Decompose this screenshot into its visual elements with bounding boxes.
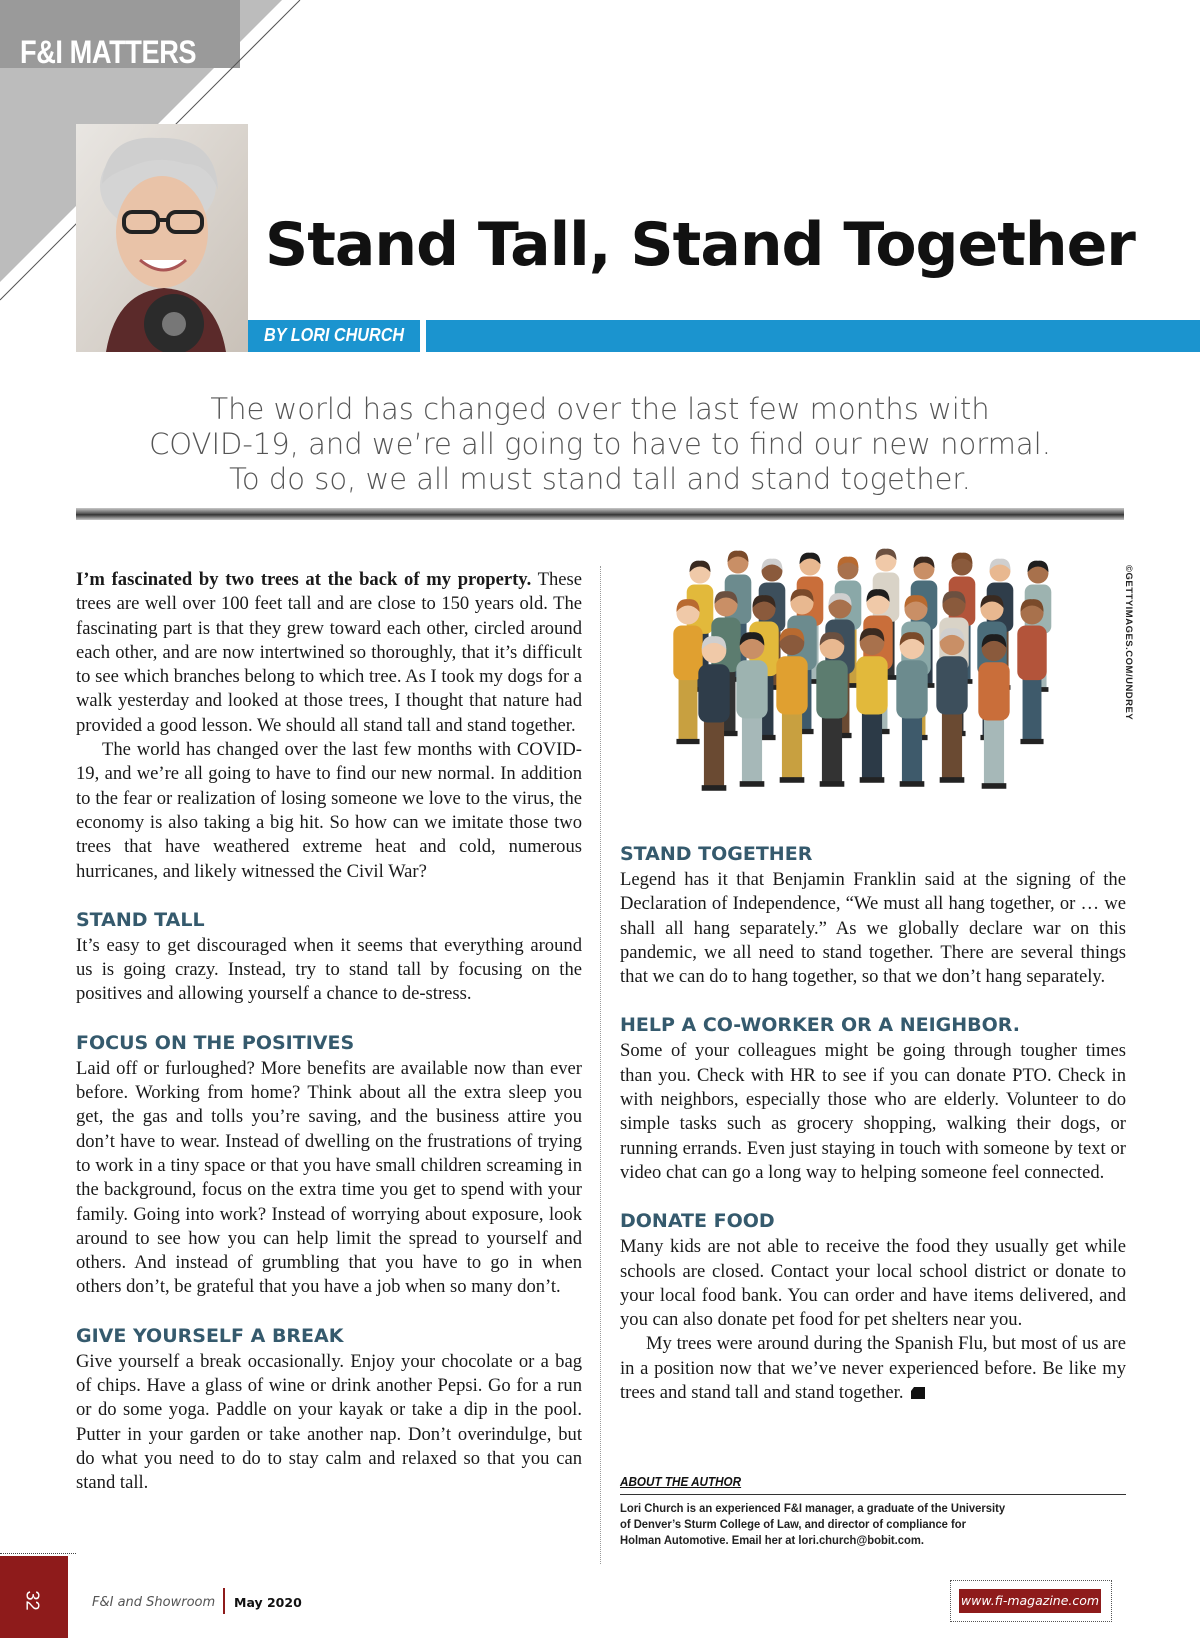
paragraph: It’s easy to get discouraged when it seems that everything around us is going crazy. Instead, try to stand tall by focusing on the positives and allowing yourself a chance to de-stress. — [76, 934, 582, 1005]
byline-bar-extension — [426, 320, 1200, 352]
footer-url[interactable]: www.fi-magazine.com — [959, 1589, 1101, 1613]
subhead-stand-tall: STAND TALL — [76, 908, 205, 931]
footer-dotted-rule — [0, 1553, 76, 1554]
subhead-stand-together: STAND TOGETHER — [620, 843, 813, 865]
paragraph: Give yourself a break occasionally. Enjoy your chocolate or a bag of chips. Have a glass of wine or drink another Pepsi. Go for a run or do some yoga. Paddle on your kayak or take a dip in the pool. Putter in your garden or take another nap. Don’t overindulge, but do what you need to do to stay calm and relaxed so that you can stand tall. — [76, 1350, 582, 1494]
paragraph: Many kids are not able to receive the food they usually get while schools are closed. Contact your local school district or donate to your local food bank. You can order and have items delivered, and you can also donate pet food for pet shelters near you. — [620, 1236, 1126, 1331]
image-credit-text: ©GETTYIMAGES.COM/UNDREY — [1123, 565, 1134, 721]
lead-in: I’m fascinated by two trees at the back of my property. — [76, 569, 532, 590]
deck-rule — [76, 508, 1124, 520]
footer-publication: F&I and Showroom — [92, 1595, 216, 1610]
about-rule — [620, 1494, 1126, 1495]
subhead-focus: FOCUS ON THE POSITIVES — [76, 1031, 355, 1054]
subhead-help: HELP A CO-WORKER OR A NEIGHBOR. — [620, 1014, 1021, 1037]
subhead-break: GIVE YOURSELF A BREAK — [76, 1324, 344, 1347]
paragraph: Laid off or furloughed? More benefits are available now than ever before. Working from home? Think about all the extra sleep you get, the gas and tolls you’re saving, and the business attire you don’t have to wear. Instead of dwelling on the frustrations of trying to work in a tiny space or that you have small children screaming in the background, focus on the extra time you get to spend with your family. Going into work? Instead of worrying about exposure, look around to see how you can help limit the spread to yourself and others. And instead of grumbling that you have to go in when others don’t, be grateful that you have a job when so many don’t. — [76, 1057, 582, 1298]
about-text — [620, 1500, 1043, 1548]
footer-date: May 2020 — [234, 1595, 302, 1610]
image-credit — [1120, 565, 1134, 721]
article-title: Stand Tall, Stand Together — [265, 210, 1135, 280]
lead-rest: These trees are well over 100 feet tall and are close to 150 years old. The fascinating part is that they grew toward each other, circled around each other, and are now intertwined so thoroughly, that it’s difficult to see which branches belong to which tree. As I took my dogs for a walk yesterday and looked at those trees, I thought that nature had provided a good lesson. We should all stand tall and stand together. — [76, 569, 582, 736]
paragraph: The world has changed over the last few months with COVID-19, and we’re all going to have to find our new normal. In addition to the fear or realization of losing someone we love to the virus, the economy is also taking a big hit. So how can we imitate those two trees that have weathered extreme heat and cold, numerous hurricanes, and likely witnessed the Civil War? — [76, 739, 582, 882]
closing-text: My trees were around during the Spanish Flu, but most of us are in a position now that we’ve never experienced before. Be like my trees and stand tall and stand together. — [620, 1333, 1126, 1404]
about-line: Holman Automotive. Email her at lori.church@bobit.com. — [620, 1533, 924, 1547]
about-heading: ABOUT THE AUTHOR — [620, 1474, 742, 1489]
page-number: 32 — [22, 1590, 43, 1611]
crowd-illustration — [660, 545, 1080, 841]
footer-url-box — [950, 1580, 1112, 1622]
about-line: of Denver’s Sturm College of Law, and director of compliance for — [620, 1517, 966, 1531]
paragraph: Legend has it that Benjamin Franklin said at the signing of the Declaration of Independence, “We must all hang together, or … we shall all hang separately.” As we globally declare war on this pandemic, we all need to stand together. There are several things that we can do to hang together, so that we don’t hang separately. — [620, 869, 1126, 988]
author-photo — [76, 124, 248, 352]
byline: BY LORI CHURCH — [264, 325, 405, 345]
footer-separator — [223, 1588, 225, 1614]
left-column — [76, 568, 582, 1496]
paragraph: Some of your colleagues might be going through tougher times than you. Check with HR to see if you can donate PTO. Check in with neighbors, especially those who are elderly. Volunteer to do simple tasks such as grocery shopping, walking their dogs, or running errands. Even just staying in touch with someone by text or video chat can go a long way to helping someone feel connected. — [620, 1040, 1126, 1183]
end-mark-icon — [911, 1387, 925, 1399]
right-column — [620, 842, 1126, 1405]
section-label: F&I MATTERS — [20, 34, 197, 70]
about-line: Lori Church is an experienced F&I manager, a graduate of the University — [620, 1501, 1006, 1515]
deck-line: To do so, we all must stand tall and stand together. — [229, 462, 971, 496]
subhead-donate: DONATE FOOD — [620, 1210, 775, 1233]
paragraph — [76, 568, 582, 738]
deck — [76, 392, 1124, 497]
deck-line: The world has changed over the last few months with — [210, 392, 990, 426]
column-divider — [600, 566, 601, 1564]
deck-line: COVID-19, and we’re all going to have to find our new normal. — [149, 427, 1051, 461]
paragraph — [620, 1332, 1126, 1405]
